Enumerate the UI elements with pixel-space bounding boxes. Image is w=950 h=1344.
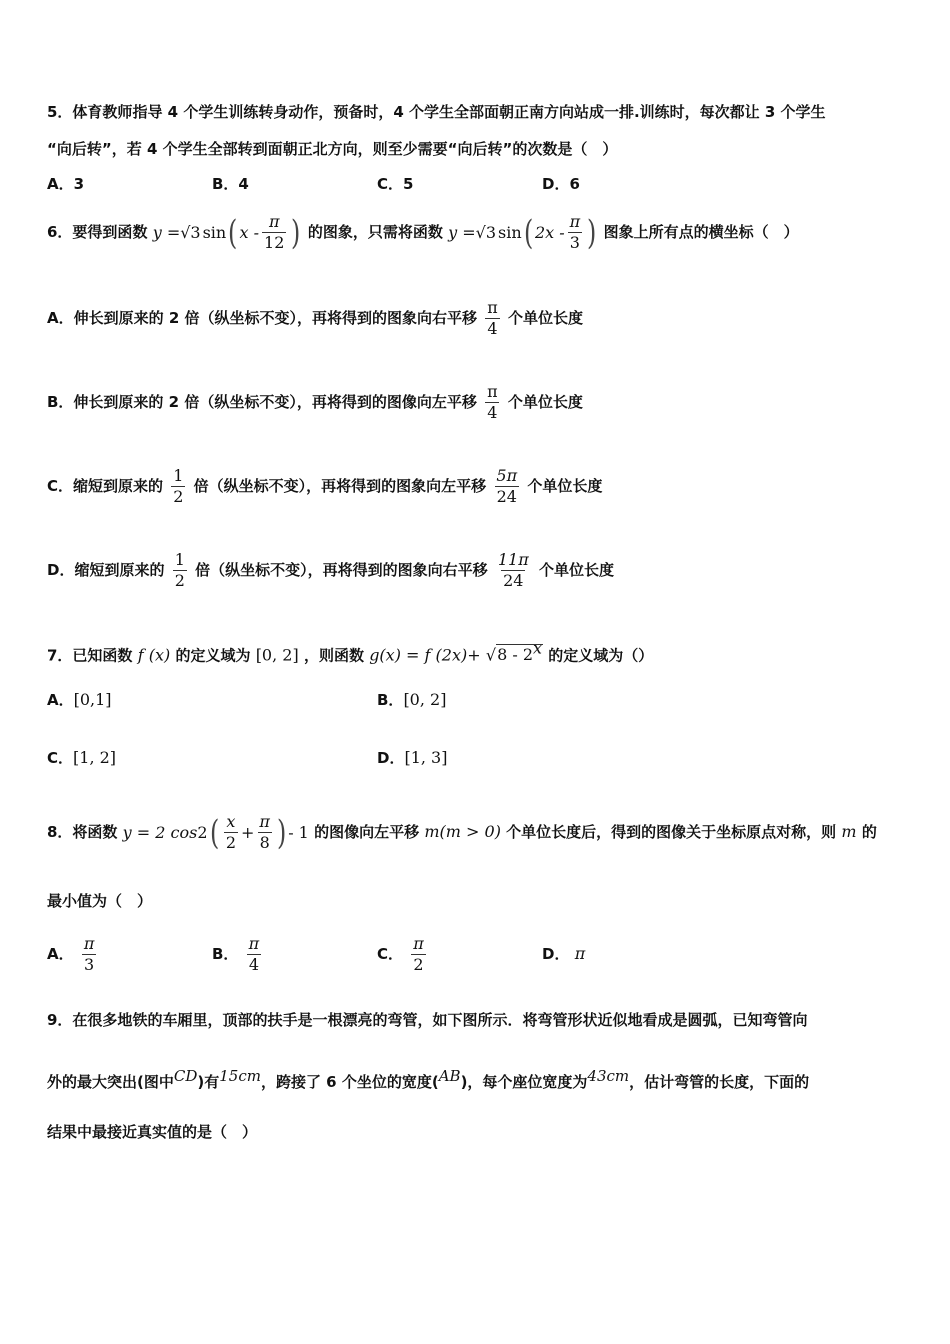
q6-option-c[interactable]: C．缩短到原来的 $\frac{1}{2}$ 倍（纵坐标不变），再将得到的图象向左平移 $\frac{5\pi}{24}$ 个单位长度	[47, 466, 603, 506]
q7-option-c[interactable]: C．[1, 2]	[47, 748, 117, 767]
q8-m: m	[841, 822, 857, 841]
q5-option-a[interactable]: A．3	[47, 175, 85, 193]
q6-option-d[interactable]: D．缩短到原来的 $\frac{1}{2}$ 倍（纵坐标不变），再将得到的图象向右平移 $\frac{11\pi}{24}$ 个单位长度	[47, 550, 614, 590]
q8-option-c[interactable]: C． $\frac{\pi}{2}$	[377, 934, 424, 974]
q6-func1: y = √3 sin ( x - $\frac{\pi}{12}$ )	[152, 212, 301, 253]
q7-option-a[interactable]: A．[0,1]	[47, 690, 112, 709]
q8-func: y = 2 cos 2 ( $\frac{x}{2}$ + $\frac{\pi}{8}$ ) - 1	[122, 812, 309, 853]
q6-func2: y = √3 sin ( 2x - $\frac{\pi}{3}$ )	[448, 212, 597, 253]
q8-shift: m(m > 0)	[424, 822, 501, 841]
q5-option-c[interactable]: C．5	[377, 175, 414, 193]
q7-f: f (x)	[137, 645, 171, 665]
q9-line3: 结果中最接近真实值的是（ ）	[47, 1123, 258, 1141]
q5-line1: 5．体育教师指导 4 个学生训练转身动作，预备时，4 个学生全部面朝正南方向站成一排.训练时，每次都让 3 个学生	[47, 103, 826, 121]
q7-option-b[interactable]: B．[0, 2]	[377, 690, 447, 709]
q8-option-d[interactable]: D． π	[542, 944, 586, 963]
q8-stem: 8．将函数 y = 2 cos 2 ( $\frac{x}{2}$ + $\frac{\pi}{8}$ ) - 1 的图像向左平移 m(m > 0) 个单位长度后，得到的图像关于坐标原点对称，则 m 的	[47, 808, 877, 857]
q5-option-b[interactable]: B．4	[212, 175, 249, 193]
q8-option-b[interactable]: B． $\frac{\pi}{4}$	[212, 934, 260, 974]
q5-line2: “向后转”，若 4 个学生全部转到面朝正北方向，则至少需要“向后转”的次数是（ ）	[47, 140, 618, 158]
q7-sqrt: √8 - 2$^x$	[485, 639, 543, 665]
q7-g: g(x) = f (2x)+	[369, 645, 481, 665]
q9-line2: 外的最大突出(图中$^{CD}$)有$^{15cm}$，跨接了 6 个坐位的宽度($^{AB}$)，每个座位宽度为$^{43cm}$，估计弯管的长度，下面的	[47, 1067, 810, 1091]
q5-option-d[interactable]: D．6	[542, 175, 580, 193]
q6-option-b[interactable]: B．伸长到原来的 2 倍（纵坐标不变），再将得到的图像向左平移 $\frac{\pi}{4}$ 个单位长度	[47, 382, 583, 422]
q6-stem: 6．要得到函数 y = √3 sin ( x - $\frac{\pi}{12}$ ) 的图象，只需将函数 y = √3 sin ( 2x - $\frac{\pi}{3}$ ) 图象上所有点的横坐标（ ）	[47, 212, 799, 253]
q8-line2: 最小值为（ ）	[47, 892, 153, 910]
q7-stem: 7．已知函数 f (x) 的定义域为 [0, 2] ，则函数 g(x) = f (2x)+ √8 - 2$^x$ 的定义域为（）	[47, 639, 654, 665]
q8-option-a[interactable]: A． $\frac{\pi}{3}$	[47, 934, 95, 974]
q9-line1: 9．在很多地铁的车厢里，顶部的扶手是一根漂亮的弯管，如下图所示．将弯管形状近似地看成是圆弧，已知弯管向	[47, 1011, 808, 1029]
q7-domain: [0, 2]	[255, 645, 299, 665]
q7-option-d[interactable]: D．[1, 3]	[377, 748, 448, 767]
q6-option-a[interactable]: A．伸长到原来的 2 倍（纵坐标不变），再将得到的图象向右平移 $\frac{\pi}{4}$ 个单位长度	[47, 298, 583, 338]
